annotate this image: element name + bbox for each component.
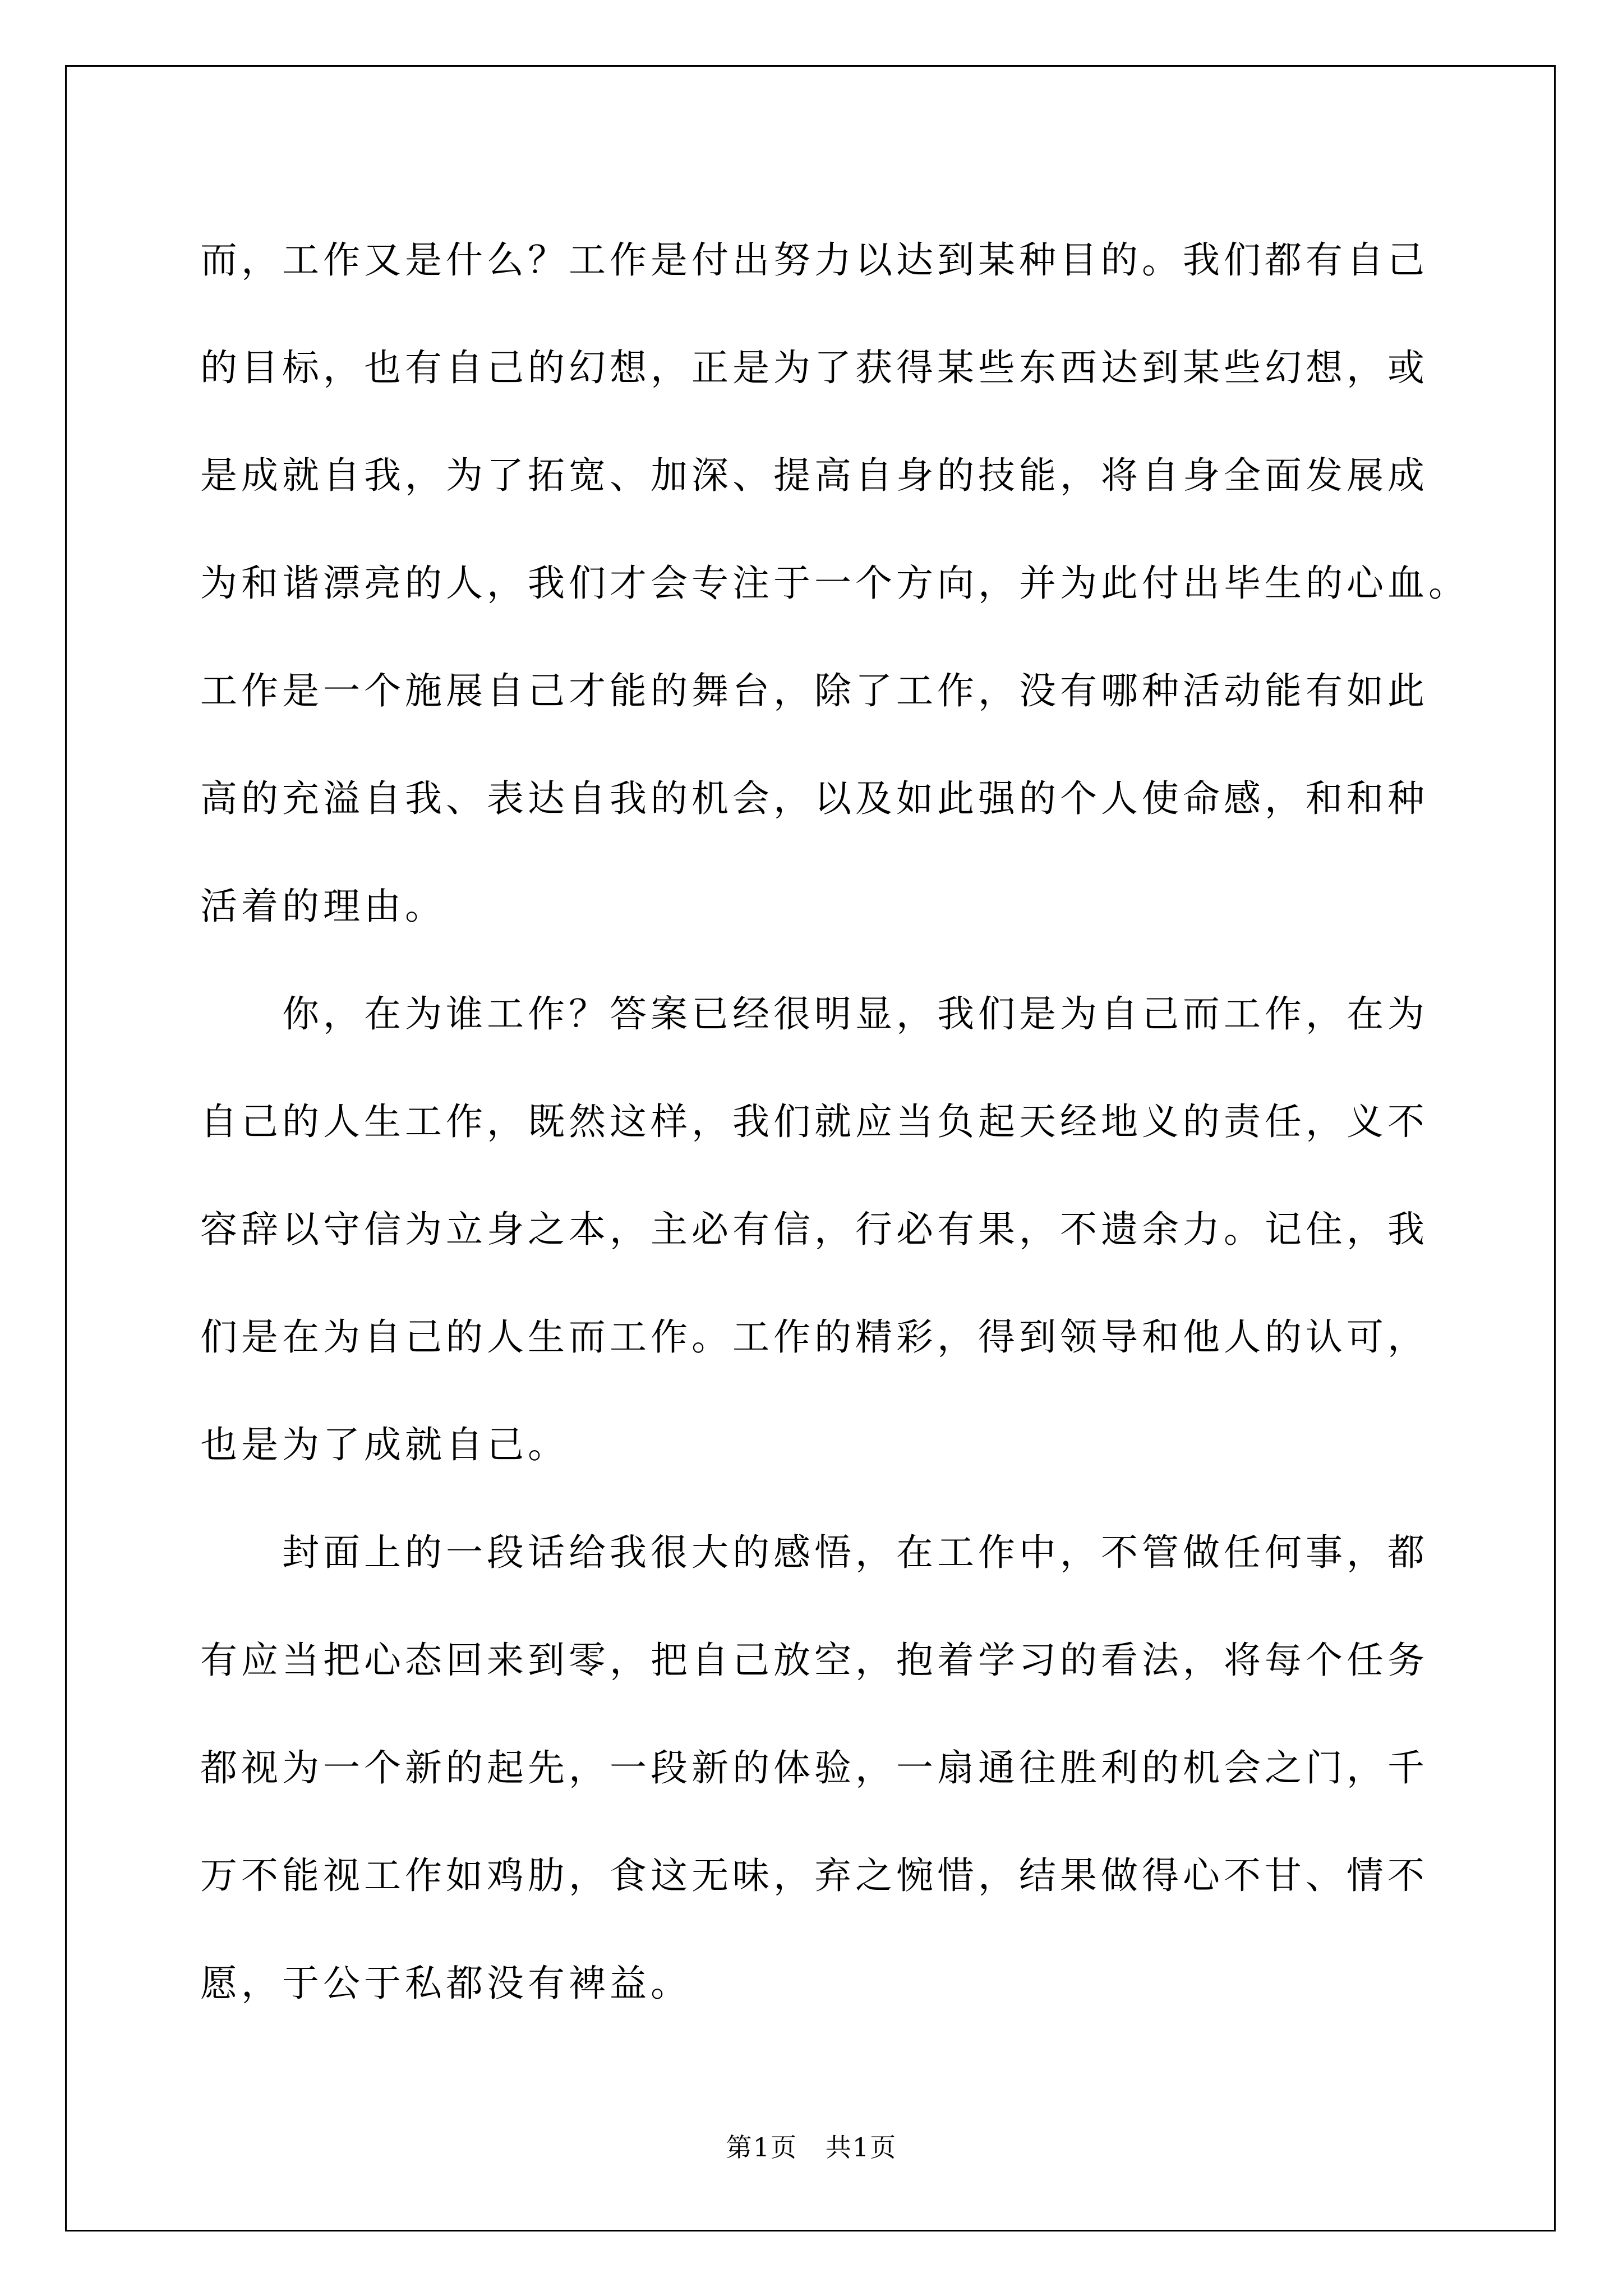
text-line: 而，工作又是什么？工作是付出努力以达到某种目的。我们都有自己 xyxy=(200,238,1428,282)
paragraph-2 xyxy=(200,960,1440,1499)
text-line: 都视为一个新的起先，一段新的体验，一扇通往胜利的机会之门，千 xyxy=(200,1746,1428,1789)
text-line: 高的充溢自我、表达自我的机会，以及如此强的个人使命感，和和种 xyxy=(200,777,1428,820)
text-line: 的目标，也有自己的幻想，正是为了获得某些东西达到某些幻想，或 xyxy=(200,346,1428,389)
paragraph-3 xyxy=(200,1499,1440,2037)
text-line: 活着的理由。 xyxy=(200,885,446,928)
text-line: 封面上的一段话给我很大的感悟，在工作中，不管做任何事，都 xyxy=(200,1531,1428,1574)
text-line: 工作是一个施展自己才能的舞台，除了工作，没有哪种活动能有如此 xyxy=(200,669,1428,712)
text-line: 有应当把心态回来到零，把自己放空，抱着学习的看法，将每个任务 xyxy=(200,1639,1428,1682)
paragraph-1 xyxy=(200,206,1469,960)
text-line: 也是为了成就自己。 xyxy=(200,1423,569,1466)
document-body xyxy=(200,206,1469,2037)
text-line: 万不能视工作如鸡肋，食这无味，弃之惋惜，结果做得心不甘、情不 xyxy=(200,1854,1428,1897)
text-line: 是成就自我，为了拓宽、加深、提高自身的技能，将自身全面发展成 xyxy=(200,454,1428,497)
text-line: 愿，于公于私都没有裨益。 xyxy=(200,1962,691,2005)
text-line: 们是在为自己的人生而工作。工作的精彩，得到领导和他人的认可， xyxy=(200,1315,1428,1359)
text-line: 为和谐漂亮的人，我们才会专注于一个方向，并为此付出毕生的心血。 xyxy=(200,562,1469,605)
text-line: 容辞以守信为立身之本，主必有信，行必有果，不遗余力。记住，我 xyxy=(200,1208,1428,1251)
page-number-footer: 第1页 共1页 xyxy=(726,2132,897,2162)
text-line: 自己的人生工作，既然这样，我们就应当负起天经地义的责任，义不 xyxy=(200,1100,1428,1143)
text-line: 你，在为谁工作？答案已经很明显，我们是为自己而工作，在为 xyxy=(200,992,1428,1036)
